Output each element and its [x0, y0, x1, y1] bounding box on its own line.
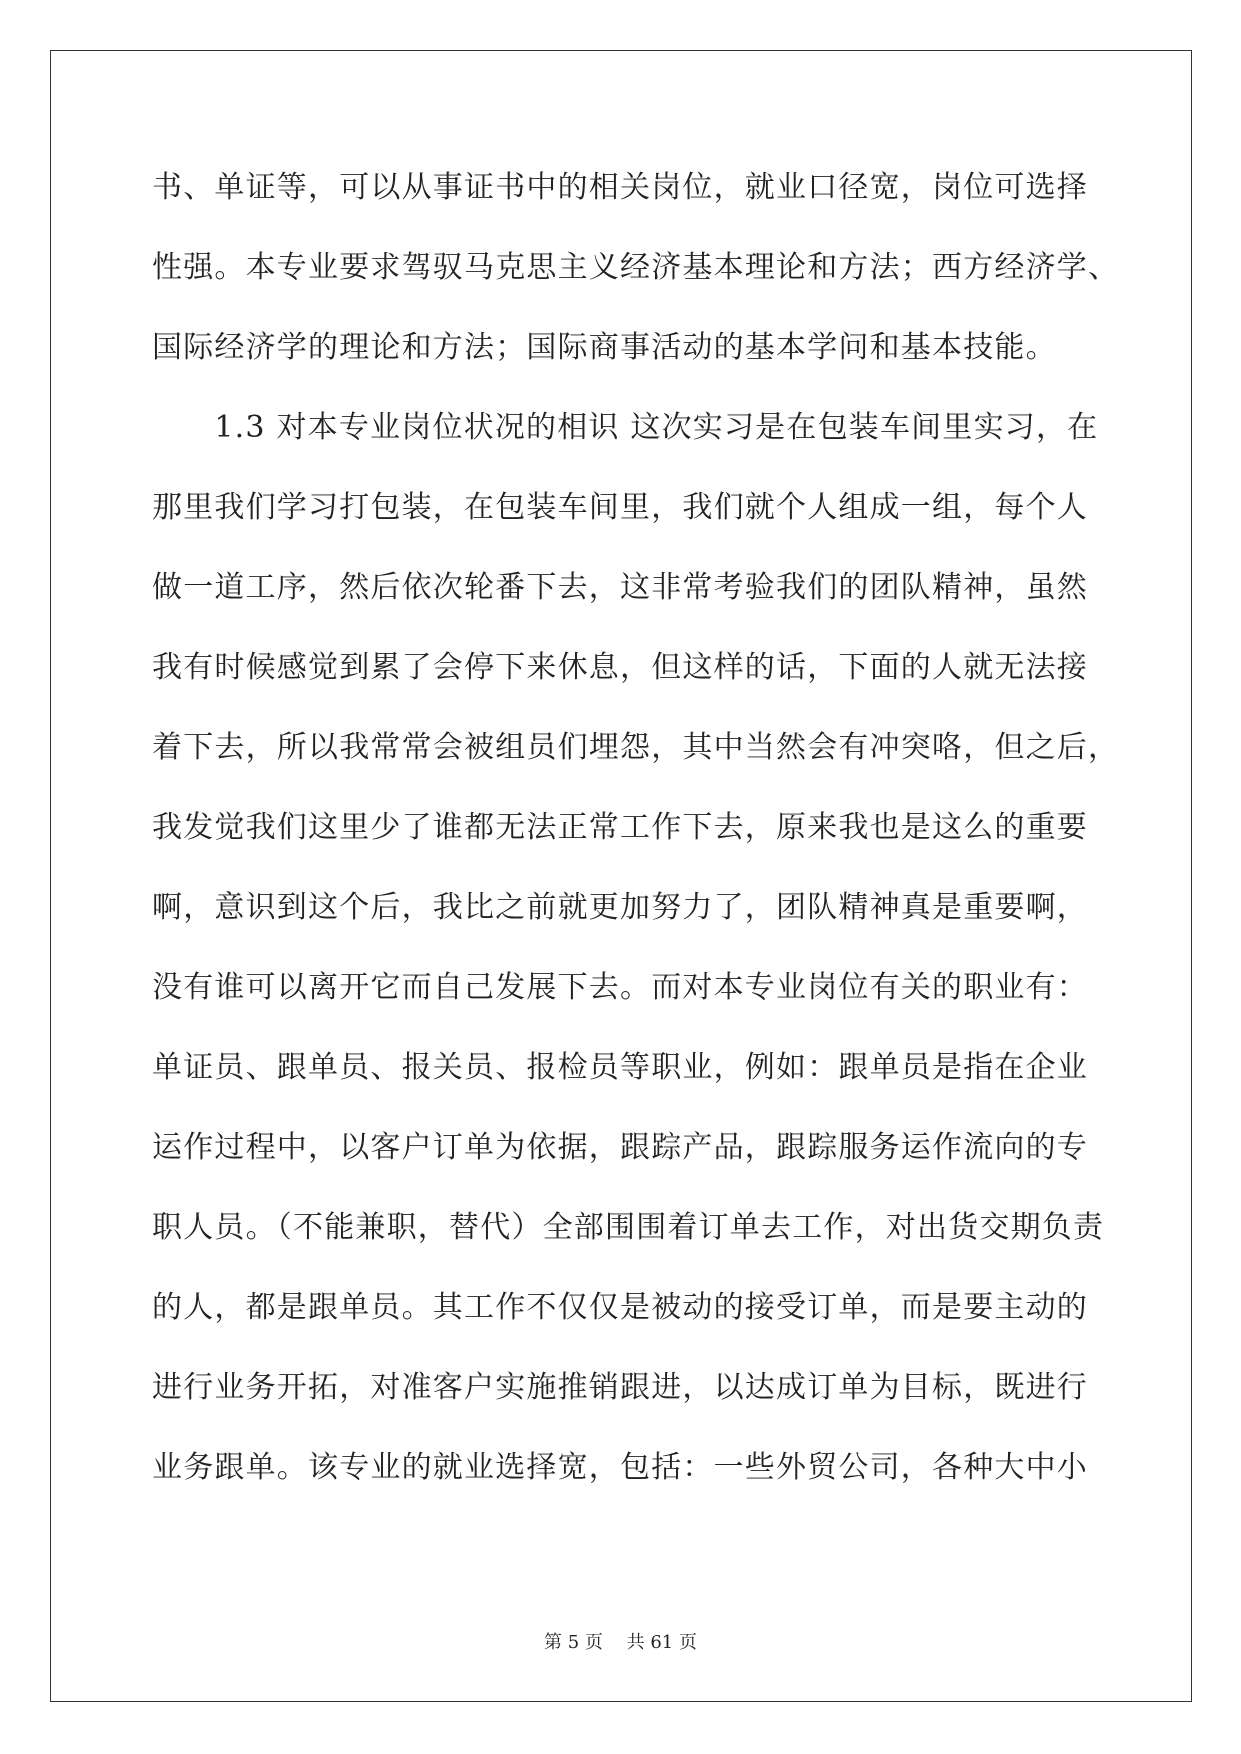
- page-number-footer: 第 5 页 共 61 页: [544, 1632, 697, 1653]
- document-body: [152, 156, 1120, 1516]
- text-line: 没有谁可以离开它而自己发展下去。而对本专业岗位有关的职业有：: [152, 970, 1088, 1005]
- text-line: 啊，意识到这个后，我比之前就更加努力了，团队精神真是重要啊，: [152, 890, 1088, 925]
- text-line: 我发觉我们这里少了谁都无法正常工作下去，原来我也是这么的重要: [152, 810, 1088, 845]
- text-line: 职人员。（不能兼职，替代）全部围围着订单去工作，对出货交期负责: [152, 1210, 1105, 1245]
- text-line: 做一道工序，然后依次轮番下去，这非常考验我们的团队精神，虽然: [152, 570, 1088, 605]
- text-line: 1.3 对本专业岗位状况的相识 这次实习是在包装车间里实习，在: [152, 410, 1099, 445]
- text-line: 国际经济学的理论和方法；国际商事活动的基本学问和基本技能。: [152, 330, 1057, 365]
- text-line: 我有时候感觉到累了会停下来休息，但这样的话，下面的人就无法接: [152, 650, 1088, 685]
- text-line: 进行业务开拓，对准客户实施推销跟进，以达成订单为目标，既进行: [152, 1370, 1088, 1405]
- text-line: 书、单证等，可以从事证书中的相关岗位，就业口径宽，岗位可选择: [152, 170, 1088, 205]
- text-line: 性强。本专业要求驾驭马克思主义经济基本理论和方法；西方经济学、: [152, 250, 1120, 285]
- text-line: 业务跟单。该专业的就业选择宽，包括：一些外贸公司，各种大中小: [152, 1450, 1088, 1485]
- text-line: 那里我们学习打包装，在包装车间里，我们就个人组成一组，每个人: [152, 490, 1088, 525]
- text-line: 着下去，所以我常常会被组员们埋怨，其中当然会有冲突咯，但之后，: [152, 730, 1120, 765]
- text-line: 单证员、跟单员、报关员、报检员等职业，例如：跟单员是指在企业: [152, 1050, 1088, 1085]
- text-line: 的人，都是跟单员。其工作不仅仅是被动的接受订单，而是要主动的: [152, 1290, 1088, 1325]
- text-line: 运作过程中，以客户订单为依据，跟踪产品，跟踪服务运作流向的专: [152, 1130, 1088, 1165]
